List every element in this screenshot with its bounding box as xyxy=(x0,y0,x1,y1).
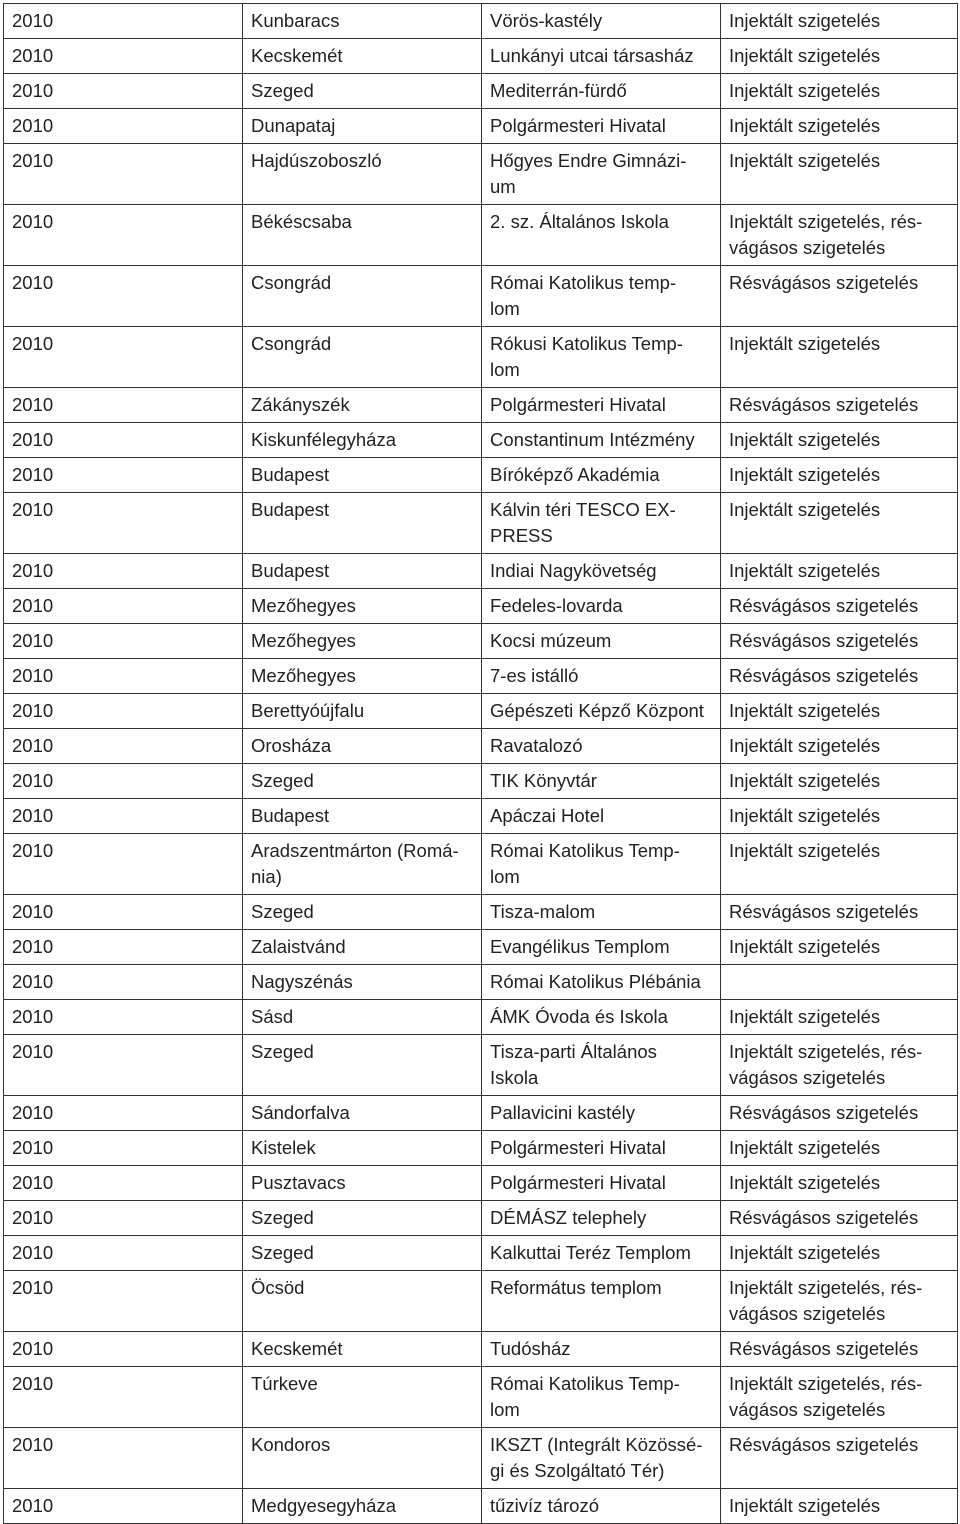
building-cell: Hőgyes Endre Gimnázi- um xyxy=(482,144,721,205)
city-cell: Hajdúszoboszló xyxy=(243,144,482,205)
method-cell: Injektált szigetelés xyxy=(721,1166,958,1201)
city-cell: Szeged xyxy=(243,74,482,109)
table-row xyxy=(4,729,958,764)
year-cell: 2010 xyxy=(4,458,243,493)
table-row xyxy=(4,39,958,74)
method-cell: Injektált szigetelés xyxy=(721,1131,958,1166)
year-cell: 2010 xyxy=(4,1166,243,1201)
method-cell: Injektált szigetelés, rés- vágásos szigetelés xyxy=(721,1035,958,1096)
table-row xyxy=(4,1332,958,1367)
method-cell: Résvágásos szigetelés xyxy=(721,1332,958,1367)
year-cell: 2010 xyxy=(4,4,243,39)
table-row xyxy=(4,388,958,423)
year-cell: 2010 xyxy=(4,764,243,799)
method-cell: Résvágásos szigetelés xyxy=(721,1201,958,1236)
method-cell: Injektált szigetelés xyxy=(721,764,958,799)
city-cell: Medgyesegyháza xyxy=(243,1489,482,1524)
method-cell: Résvágásos szigetelés xyxy=(721,1428,958,1489)
year-cell: 2010 xyxy=(4,39,243,74)
method-cell: Résvágásos szigetelés xyxy=(721,1096,958,1131)
table-row xyxy=(4,694,958,729)
building-cell: Tisza-malom xyxy=(482,895,721,930)
city-cell: Dunapataj xyxy=(243,109,482,144)
city-cell: Budapest xyxy=(243,493,482,554)
building-cell: Polgármesteri Hivatal xyxy=(482,388,721,423)
year-cell: 2010 xyxy=(4,1428,243,1489)
building-cell: Pallavicini kastély xyxy=(482,1096,721,1131)
city-cell: Zákányszék xyxy=(243,388,482,423)
building-cell: 7-es istálló xyxy=(482,659,721,694)
table-row xyxy=(4,1489,958,1524)
city-cell: Túrkeve xyxy=(243,1367,482,1428)
method-cell: Injektált szigetelés xyxy=(721,554,958,589)
year-cell: 2010 xyxy=(4,1035,243,1096)
year-cell: 2010 xyxy=(4,834,243,895)
city-cell: Csongrád xyxy=(243,266,482,327)
city-cell: Szeged xyxy=(243,1236,482,1271)
table-row xyxy=(4,458,958,493)
table-row xyxy=(4,144,958,205)
year-cell: 2010 xyxy=(4,624,243,659)
building-cell: Tisza-parti Általános Iskola xyxy=(482,1035,721,1096)
table-row xyxy=(4,1428,958,1489)
method-cell: Injektált szigetelés, rés- vágásos szigetelés xyxy=(721,205,958,266)
city-cell: Berettyóújfalu xyxy=(243,694,482,729)
year-cell: 2010 xyxy=(4,965,243,1000)
year-cell: 2010 xyxy=(4,205,243,266)
method-cell: Injektált szigetelés xyxy=(721,327,958,388)
table-row xyxy=(4,1096,958,1131)
method-cell: Injektált szigetelés xyxy=(721,493,958,554)
table-row xyxy=(4,423,958,458)
references-table-body xyxy=(4,4,958,1524)
table-row xyxy=(4,1201,958,1236)
city-cell: Mezőhegyes xyxy=(243,624,482,659)
year-cell: 2010 xyxy=(4,144,243,205)
year-cell: 2010 xyxy=(4,659,243,694)
building-cell: Kocsi múzeum xyxy=(482,624,721,659)
method-cell: Injektált szigetelés xyxy=(721,1489,958,1524)
table-row xyxy=(4,624,958,659)
building-cell: Római Katolikus Temp- lom xyxy=(482,1367,721,1428)
building-cell: Evangélikus Templom xyxy=(482,930,721,965)
city-cell: Kecskemét xyxy=(243,1332,482,1367)
city-cell: Szeged xyxy=(243,764,482,799)
city-cell: Budapest xyxy=(243,458,482,493)
table-row xyxy=(4,1271,958,1332)
year-cell: 2010 xyxy=(4,1236,243,1271)
city-cell: Orosháza xyxy=(243,729,482,764)
building-cell: Gépészeti Képző Központ xyxy=(482,694,721,729)
building-cell: 2. sz. Általános Iskola xyxy=(482,205,721,266)
method-cell: Résvágásos szigetelés xyxy=(721,589,958,624)
city-cell: Mezőhegyes xyxy=(243,659,482,694)
year-cell: 2010 xyxy=(4,423,243,458)
year-cell: 2010 xyxy=(4,1201,243,1236)
city-cell: Pusztavacs xyxy=(243,1166,482,1201)
city-cell: Kecskemét xyxy=(243,39,482,74)
table-row xyxy=(4,834,958,895)
year-cell: 2010 xyxy=(4,895,243,930)
building-cell: Indiai Nagykövetség xyxy=(482,554,721,589)
method-cell: Injektált szigetelés xyxy=(721,458,958,493)
year-cell: 2010 xyxy=(4,74,243,109)
table-row xyxy=(4,4,958,39)
method-cell: Injektált szigetelés xyxy=(721,799,958,834)
city-cell: Szeged xyxy=(243,1201,482,1236)
building-cell: Római Katolikus temp- lom xyxy=(482,266,721,327)
method-cell: Résvágásos szigetelés xyxy=(721,895,958,930)
city-cell: Öcsöd xyxy=(243,1271,482,1332)
building-cell: ÁMK Óvoda és Iskola xyxy=(482,1000,721,1035)
table-row xyxy=(4,266,958,327)
year-cell: 2010 xyxy=(4,694,243,729)
city-cell: Kunbaracs xyxy=(243,4,482,39)
building-cell: Kálvin téri TESCO EX- PRESS xyxy=(482,493,721,554)
building-cell: Polgármesteri Hivatal xyxy=(482,1131,721,1166)
year-cell: 2010 xyxy=(4,799,243,834)
year-cell: 2010 xyxy=(4,1332,243,1367)
building-cell: Rókusi Katolikus Temp- lom xyxy=(482,327,721,388)
building-cell: Református templom xyxy=(482,1271,721,1332)
table-row xyxy=(4,1035,958,1096)
method-cell: Résvágásos szigetelés xyxy=(721,659,958,694)
method-cell: Injektált szigetelés xyxy=(721,109,958,144)
year-cell: 2010 xyxy=(4,1271,243,1332)
building-cell: Ravatalozó xyxy=(482,729,721,764)
city-cell: Kiskunfélegyháza xyxy=(243,423,482,458)
year-cell: 2010 xyxy=(4,493,243,554)
table-row xyxy=(4,1000,958,1035)
method-cell: Injektált szigetelés xyxy=(721,694,958,729)
table-row xyxy=(4,554,958,589)
year-cell: 2010 xyxy=(4,388,243,423)
method-cell: Injektált szigetelés xyxy=(721,1000,958,1035)
city-cell: Kondoros xyxy=(243,1428,482,1489)
table-row xyxy=(4,1367,958,1428)
method-cell: Injektált szigetelés xyxy=(721,1236,958,1271)
building-cell: Római Katolikus Temp- lom xyxy=(482,834,721,895)
city-cell: Szeged xyxy=(243,895,482,930)
building-cell: Kalkuttai Teréz Templom xyxy=(482,1236,721,1271)
building-cell: Mediterrán-fürdő xyxy=(482,74,721,109)
table-row xyxy=(4,589,958,624)
city-cell: Kistelek xyxy=(243,1131,482,1166)
table-row xyxy=(4,799,958,834)
year-cell: 2010 xyxy=(4,1096,243,1131)
city-cell: Sándorfalva xyxy=(243,1096,482,1131)
method-cell: Injektált szigetelés, rés- vágásos szigetelés xyxy=(721,1367,958,1428)
building-cell: tűzivíz tározó xyxy=(482,1489,721,1524)
year-cell: 2010 xyxy=(4,1367,243,1428)
building-cell: DÉMÁSZ telephely xyxy=(482,1201,721,1236)
city-cell: Békéscsaba xyxy=(243,205,482,266)
year-cell: 2010 xyxy=(4,729,243,764)
year-cell: 2010 xyxy=(4,589,243,624)
building-cell: Fedeles-lovarda xyxy=(482,589,721,624)
building-cell: Constantinum Intézmény xyxy=(482,423,721,458)
table-row xyxy=(4,205,958,266)
method-cell: Injektált szigetelés xyxy=(721,834,958,895)
table-row xyxy=(4,1236,958,1271)
building-cell: IKSZT (Integrált Közössé- gi és Szolgáltató Tér) xyxy=(482,1428,721,1489)
table-row xyxy=(4,74,958,109)
city-cell: Zalaistvánd xyxy=(243,930,482,965)
table-row xyxy=(4,764,958,799)
city-cell: Szeged xyxy=(243,1035,482,1096)
city-cell: Budapest xyxy=(243,554,482,589)
table-row xyxy=(4,930,958,965)
table-row xyxy=(4,493,958,554)
table-row xyxy=(4,327,958,388)
year-cell: 2010 xyxy=(4,554,243,589)
table-row xyxy=(4,965,958,1000)
method-cell: Injektált szigetelés xyxy=(721,729,958,764)
city-cell: Csongrád xyxy=(243,327,482,388)
city-cell: Aradszentmárton (Romá- nia) xyxy=(243,834,482,895)
method-cell: Résvágásos szigetelés xyxy=(721,388,958,423)
method-cell: Injektált szigetelés xyxy=(721,39,958,74)
city-cell: Mezőhegyes xyxy=(243,589,482,624)
table-row xyxy=(4,659,958,694)
table-row xyxy=(4,109,958,144)
method-cell: Injektált szigetelés xyxy=(721,930,958,965)
method-cell xyxy=(721,965,958,1000)
year-cell: 2010 xyxy=(4,1000,243,1035)
building-cell: Bíróképző Akadémia xyxy=(482,458,721,493)
method-cell: Injektált szigetelés xyxy=(721,74,958,109)
references-table xyxy=(3,3,958,1524)
building-cell: Polgármesteri Hivatal xyxy=(482,109,721,144)
method-cell: Injektált szigetelés xyxy=(721,423,958,458)
method-cell: Résvágásos szigetelés xyxy=(721,266,958,327)
building-cell: Polgármesteri Hivatal xyxy=(482,1166,721,1201)
year-cell: 2010 xyxy=(4,930,243,965)
method-cell: Injektált szigetelés xyxy=(721,4,958,39)
method-cell: Résvágásos szigetelés xyxy=(721,624,958,659)
table-row xyxy=(4,895,958,930)
city-cell: Nagyszénás xyxy=(243,965,482,1000)
building-cell: Tudósház xyxy=(482,1332,721,1367)
year-cell: 2010 xyxy=(4,1131,243,1166)
table-row xyxy=(4,1166,958,1201)
table-row xyxy=(4,1131,958,1166)
city-cell: Sásd xyxy=(243,1000,482,1035)
method-cell: Injektált szigetelés xyxy=(721,144,958,205)
year-cell: 2010 xyxy=(4,1489,243,1524)
building-cell: TIK Könyvtár xyxy=(482,764,721,799)
building-cell: Római Katolikus Plébánia xyxy=(482,965,721,1000)
year-cell: 2010 xyxy=(4,109,243,144)
city-cell: Budapest xyxy=(243,799,482,834)
building-cell: Lunkányi utcai társasház xyxy=(482,39,721,74)
method-cell: Injektált szigetelés, rés- vágásos szigetelés xyxy=(721,1271,958,1332)
building-cell: Vörös-kastély xyxy=(482,4,721,39)
year-cell: 2010 xyxy=(4,327,243,388)
building-cell: Apáczai Hotel xyxy=(482,799,721,834)
year-cell: 2010 xyxy=(4,266,243,327)
